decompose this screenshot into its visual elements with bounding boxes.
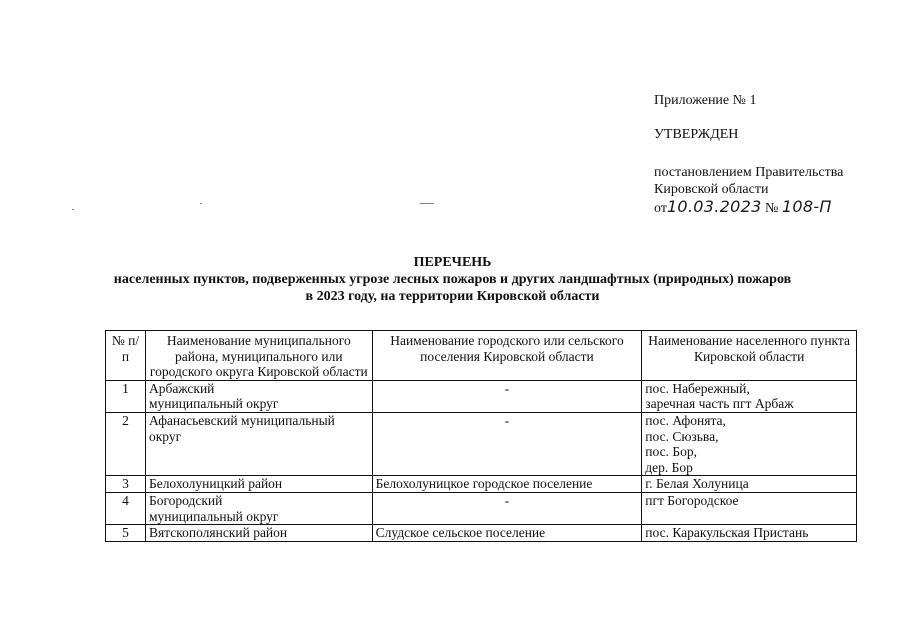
- row-settlement: Слудское сельское поселение: [372, 525, 642, 542]
- locality-line: г. Белая Холуница: [645, 476, 749, 492]
- table-row: [106, 412, 857, 475]
- district-line: муниципальный округ: [148, 396, 279, 412]
- title-subtitle-line-1: населенных пунктов, подверженных угрозе лесных пожаров и других ландшафтных (природных) пожаров: [113, 272, 792, 287]
- header-locality: Наименование населенного пункта Кировской области: [642, 331, 857, 381]
- row-district: [145, 476, 372, 493]
- district-line: Белохолуницкий район: [148, 476, 283, 492]
- row-district: [145, 380, 372, 412]
- table-row: [106, 492, 857, 524]
- row-num: 4: [106, 492, 146, 524]
- title-subtitle-line-2: в 2023 году, на территории Кировской области: [305, 289, 600, 304]
- district-line: Арбажский: [148, 380, 215, 396]
- appendix-label: Приложение № 1: [654, 93, 757, 108]
- locality-line: пос. Каракульская Пристань: [645, 525, 809, 541]
- header-district: Наименование муниципального района, муниципального или городского округа Кировской области: [145, 331, 372, 381]
- row-localities: [642, 380, 857, 412]
- row-settlement: -: [372, 412, 642, 475]
- scan-speck: [420, 203, 434, 204]
- handwritten-number: 108-П: [781, 197, 832, 216]
- row-settlement: -: [372, 492, 642, 524]
- locality-line: пос. Бор,: [645, 444, 697, 460]
- document-title: [0, 254, 905, 305]
- row-localities: [642, 412, 857, 475]
- resolution-block: [654, 164, 884, 217]
- scan-speck: [72, 209, 74, 210]
- row-localities: [642, 476, 857, 493]
- table-row: [106, 380, 857, 412]
- resolution-date-line: [654, 198, 884, 217]
- locality-line: пос. Сюзьва,: [645, 428, 719, 444]
- district-line: муниципальный округ: [148, 508, 279, 524]
- locality-line: заречная часть пгт Арбаж: [645, 396, 794, 412]
- handwritten-date: 10.03.2023: [666, 197, 762, 216]
- resolution-line-1: постановлением Правительства: [654, 165, 844, 180]
- row-settlement: Белохолуницкое городское поселение: [372, 476, 642, 493]
- row-num: 2: [106, 412, 146, 475]
- table-row: [106, 476, 857, 493]
- locality-line: пос. Набережный,: [645, 380, 750, 396]
- table-header-row: [106, 331, 857, 381]
- resolution-line-2: Кировской области: [654, 182, 769, 197]
- row-district: [145, 412, 372, 475]
- district-line: округ: [148, 428, 182, 444]
- row-localities: [642, 525, 857, 542]
- row-settlement: -: [372, 380, 642, 412]
- row-num: 3: [106, 476, 146, 493]
- row-num: 5: [106, 525, 146, 542]
- district-line: Богородский: [148, 492, 223, 508]
- row-district: [145, 525, 372, 542]
- row-district: [145, 492, 372, 524]
- locality-line: пос. Афонята,: [645, 412, 726, 428]
- district-line: Вятскополянский район: [148, 525, 288, 541]
- scan-speck: [200, 203, 202, 204]
- header-num: № п/п: [106, 331, 146, 381]
- table-row: [106, 525, 857, 542]
- date-prefix: от: [654, 201, 667, 216]
- title-heading: ПЕРЕЧЕНЬ: [413, 255, 492, 270]
- locality-line: дер. Бор: [645, 459, 693, 475]
- localities-table: [105, 330, 857, 542]
- header-settlement: Наименование городского или сельского поселения Кировской области: [372, 331, 642, 381]
- district-line: Афанасьевский муниципальный: [148, 412, 335, 428]
- row-localities: [642, 492, 857, 524]
- locality-line: пгт Богородское: [645, 492, 739, 508]
- number-prefix: №: [765, 201, 779, 216]
- row-num: 1: [106, 380, 146, 412]
- approved-label: УТВЕРЖДЕН: [654, 127, 739, 142]
